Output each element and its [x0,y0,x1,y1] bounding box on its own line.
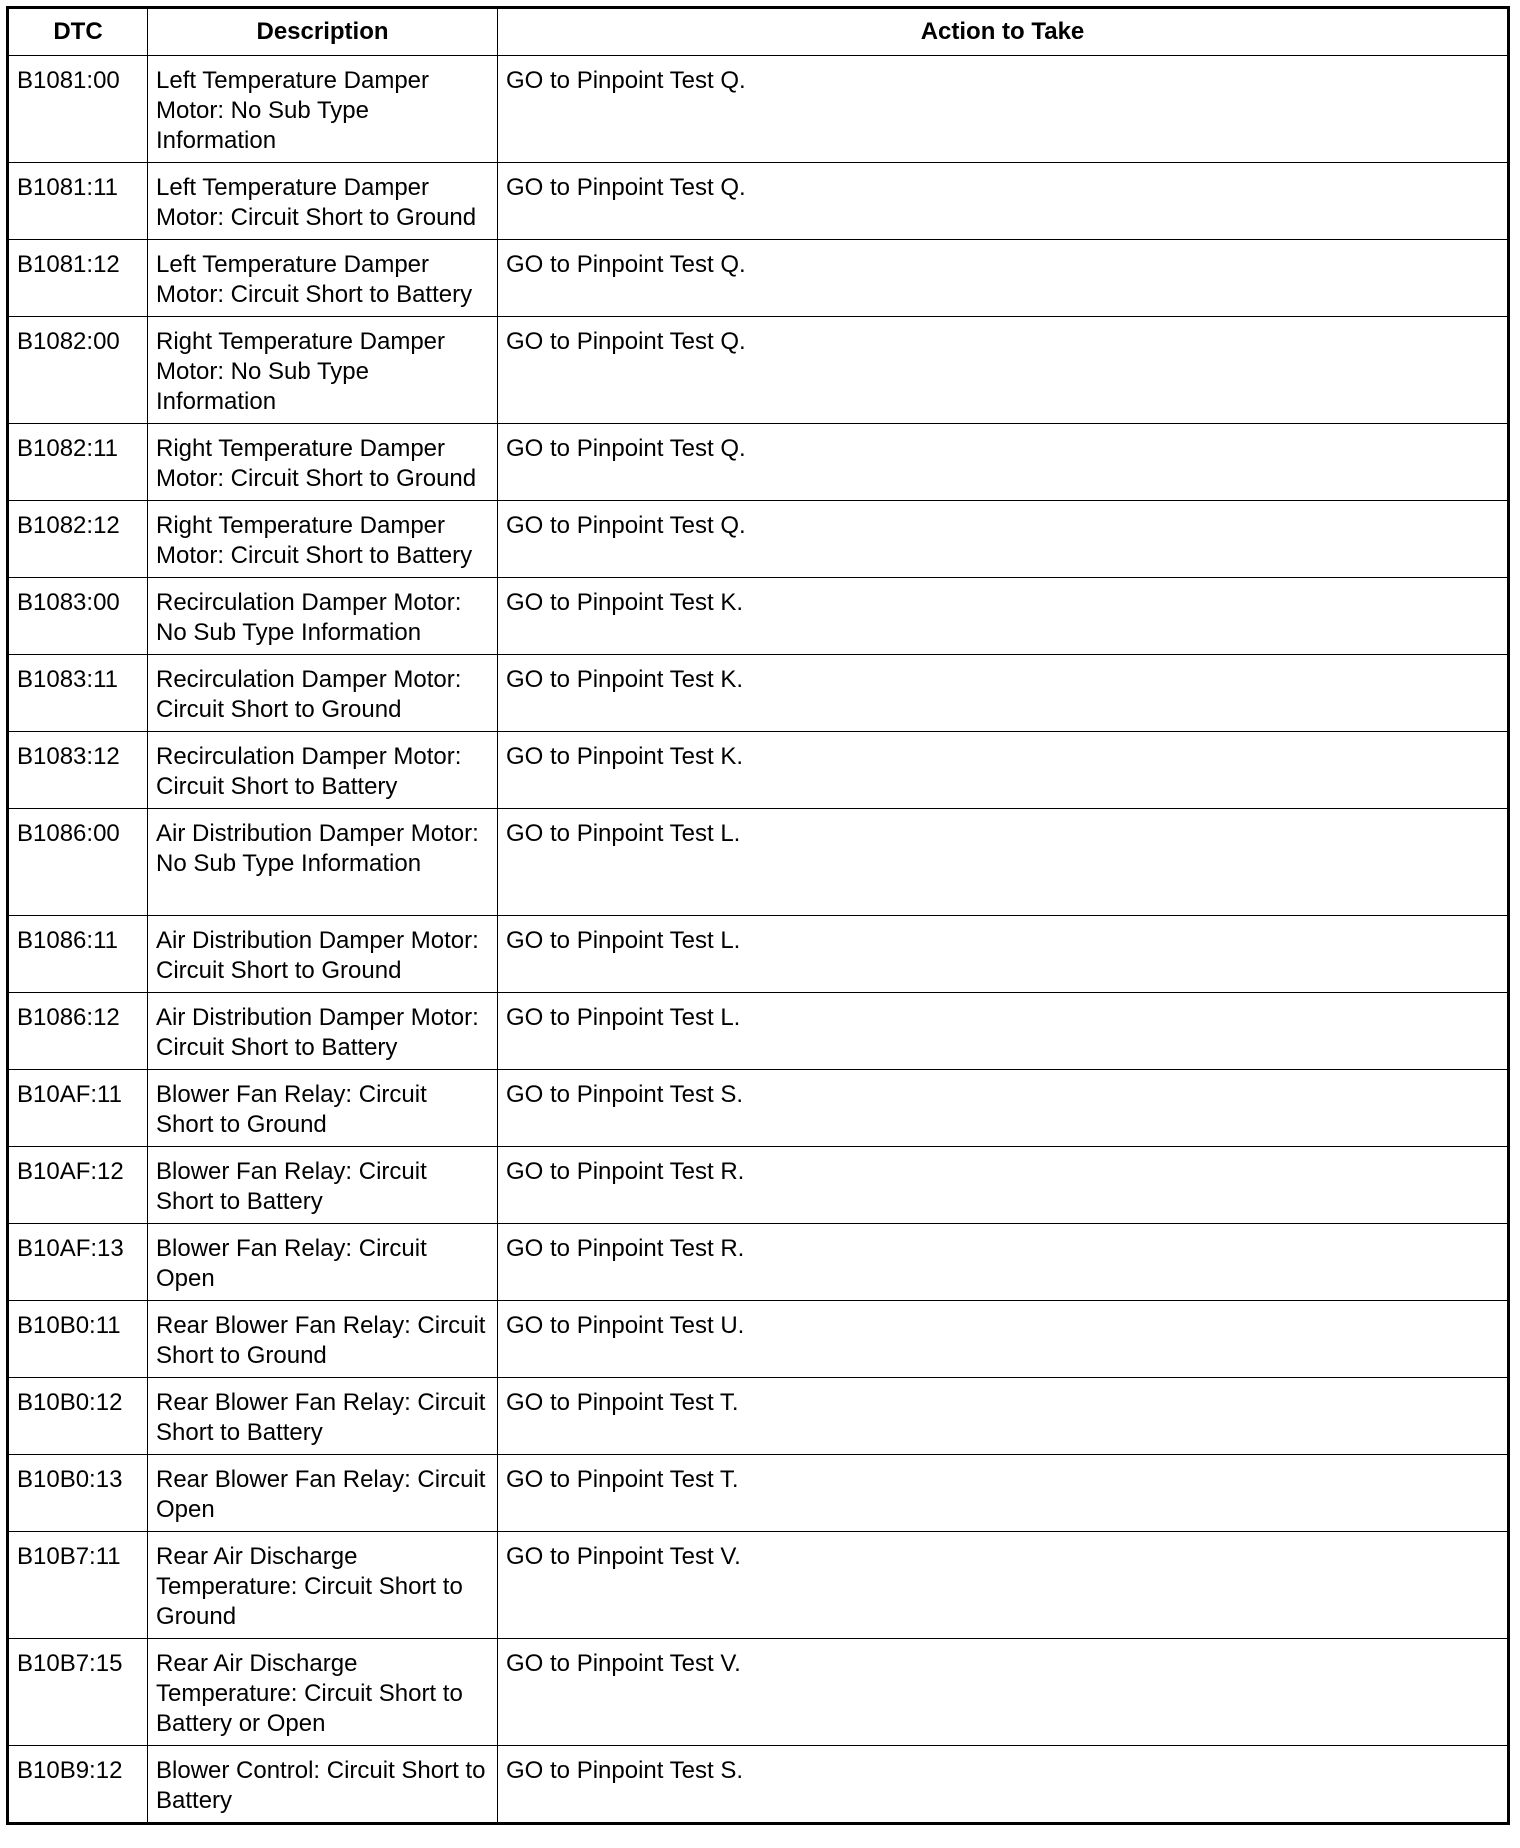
cell-dtc: B1082:11 [8,424,148,501]
cell-description: Rear Blower Fan Relay: Circuit Short to Battery [148,1378,498,1455]
table-header [8,8,1509,56]
table-row [8,1070,1509,1147]
cell-action: GO to Pinpoint Test R. [498,1224,1509,1301]
cell-dtc: B10AF:11 [8,1070,148,1147]
cell-dtc: B10B9:12 [8,1746,148,1824]
cell-action: GO to Pinpoint Test K. [498,655,1509,732]
cell-description: Right Temperature Damper Motor: No Sub Type Information [148,317,498,424]
cell-description: Blower Fan Relay: Circuit Short to Ground [148,1070,498,1147]
cell-description: Recirculation Damper Motor: No Sub Type Information [148,578,498,655]
cell-description: Blower Fan Relay: Circuit Short to Battery [148,1147,498,1224]
table-row [8,809,1509,916]
cell-action: GO to Pinpoint Test R. [498,1147,1509,1224]
cell-dtc: B10B7:11 [8,1532,148,1639]
cell-description: Blower Control: Circuit Short to Battery [148,1746,498,1824]
cell-description: Air Distribution Damper Motor: Circuit Short to Battery [148,993,498,1070]
cell-description: Rear Blower Fan Relay: Circuit Open [148,1455,498,1532]
cell-dtc: B1082:12 [8,501,148,578]
cell-description: Recirculation Damper Motor: Circuit Short to Ground [148,655,498,732]
cell-dtc: B1086:00 [8,809,148,916]
cell-action: GO to Pinpoint Test L. [498,993,1509,1070]
table-row [8,56,1509,163]
table-row [8,732,1509,809]
cell-dtc: B10B0:11 [8,1301,148,1378]
cell-action: GO to Pinpoint Test K. [498,732,1509,809]
header-row [8,8,1509,56]
table-row [8,578,1509,655]
cell-dtc: B10AF:13 [8,1224,148,1301]
cell-dtc: B1086:12 [8,993,148,1070]
cell-dtc: B1081:12 [8,240,148,317]
table-row [8,993,1509,1070]
table-row [8,163,1509,240]
table-row [8,317,1509,424]
cell-dtc: B1082:00 [8,317,148,424]
table-body [8,56,1509,1824]
table-row [8,655,1509,732]
cell-action: GO to Pinpoint Test L. [498,809,1509,916]
cell-action: GO to Pinpoint Test Q. [498,240,1509,317]
cell-action: GO to Pinpoint Test V. [498,1532,1509,1639]
cell-description: Right Temperature Damper Motor: Circuit Short to Battery [148,501,498,578]
cell-action: GO to Pinpoint Test Q. [498,163,1509,240]
cell-action: GO to Pinpoint Test T. [498,1455,1509,1532]
table-row [8,1746,1509,1824]
cell-dtc: B1086:11 [8,916,148,993]
cell-description: Rear Blower Fan Relay: Circuit Short to Ground [148,1301,498,1378]
cell-description: Air Distribution Damper Motor: No Sub Type Information [148,809,498,916]
cell-action: GO to Pinpoint Test Q. [498,56,1509,163]
table-row [8,1532,1509,1639]
header-dtc: DTC [8,8,148,56]
table-row [8,1455,1509,1532]
cell-description: Blower Fan Relay: Circuit Open [148,1224,498,1301]
table-row [8,1639,1509,1746]
cell-action: GO to Pinpoint Test U. [498,1301,1509,1378]
header-description: Description [148,8,498,56]
table-row [8,1301,1509,1378]
cell-description: Left Temperature Damper Motor: Circuit Short to Ground [148,163,498,240]
dtc-table [6,6,1510,1825]
table-row [8,916,1509,993]
table-row [8,501,1509,578]
cell-action: GO to Pinpoint Test Q. [498,501,1509,578]
cell-description: Left Temperature Damper Motor: Circuit Short to Battery [148,240,498,317]
cell-description: Recirculation Damper Motor: Circuit Short to Battery [148,732,498,809]
cell-dtc: B10B7:15 [8,1639,148,1746]
cell-dtc: B10AF:12 [8,1147,148,1224]
cell-dtc: B1083:11 [8,655,148,732]
cell-action: GO to Pinpoint Test Q. [498,317,1509,424]
cell-dtc: B10B0:13 [8,1455,148,1532]
table-row [8,424,1509,501]
cell-action: GO to Pinpoint Test L. [498,916,1509,993]
cell-action: GO to Pinpoint Test K. [498,578,1509,655]
cell-action: GO to Pinpoint Test S. [498,1746,1509,1824]
cell-description: Rear Air Discharge Temperature: Circuit Short to Ground [148,1532,498,1639]
cell-dtc: B1083:00 [8,578,148,655]
header-action: Action to Take [498,8,1509,56]
cell-action: GO to Pinpoint Test S. [498,1070,1509,1147]
table-row [8,1147,1509,1224]
table-row [8,1224,1509,1301]
cell-description: Right Temperature Damper Motor: Circuit Short to Ground [148,424,498,501]
cell-action: GO to Pinpoint Test T. [498,1378,1509,1455]
table-row [8,240,1509,317]
cell-dtc: B1081:11 [8,163,148,240]
table-row [8,1378,1509,1455]
cell-action: GO to Pinpoint Test V. [498,1639,1509,1746]
cell-description: Air Distribution Damper Motor: Circuit Short to Ground [148,916,498,993]
cell-description: Rear Air Discharge Temperature: Circuit Short to Battery or Open [148,1639,498,1746]
cell-dtc: B10B0:12 [8,1378,148,1455]
cell-description: Left Temperature Damper Motor: No Sub Type Information [148,56,498,163]
cell-dtc: B1081:00 [8,56,148,163]
cell-dtc: B1083:12 [8,732,148,809]
cell-action: GO to Pinpoint Test Q. [498,424,1509,501]
